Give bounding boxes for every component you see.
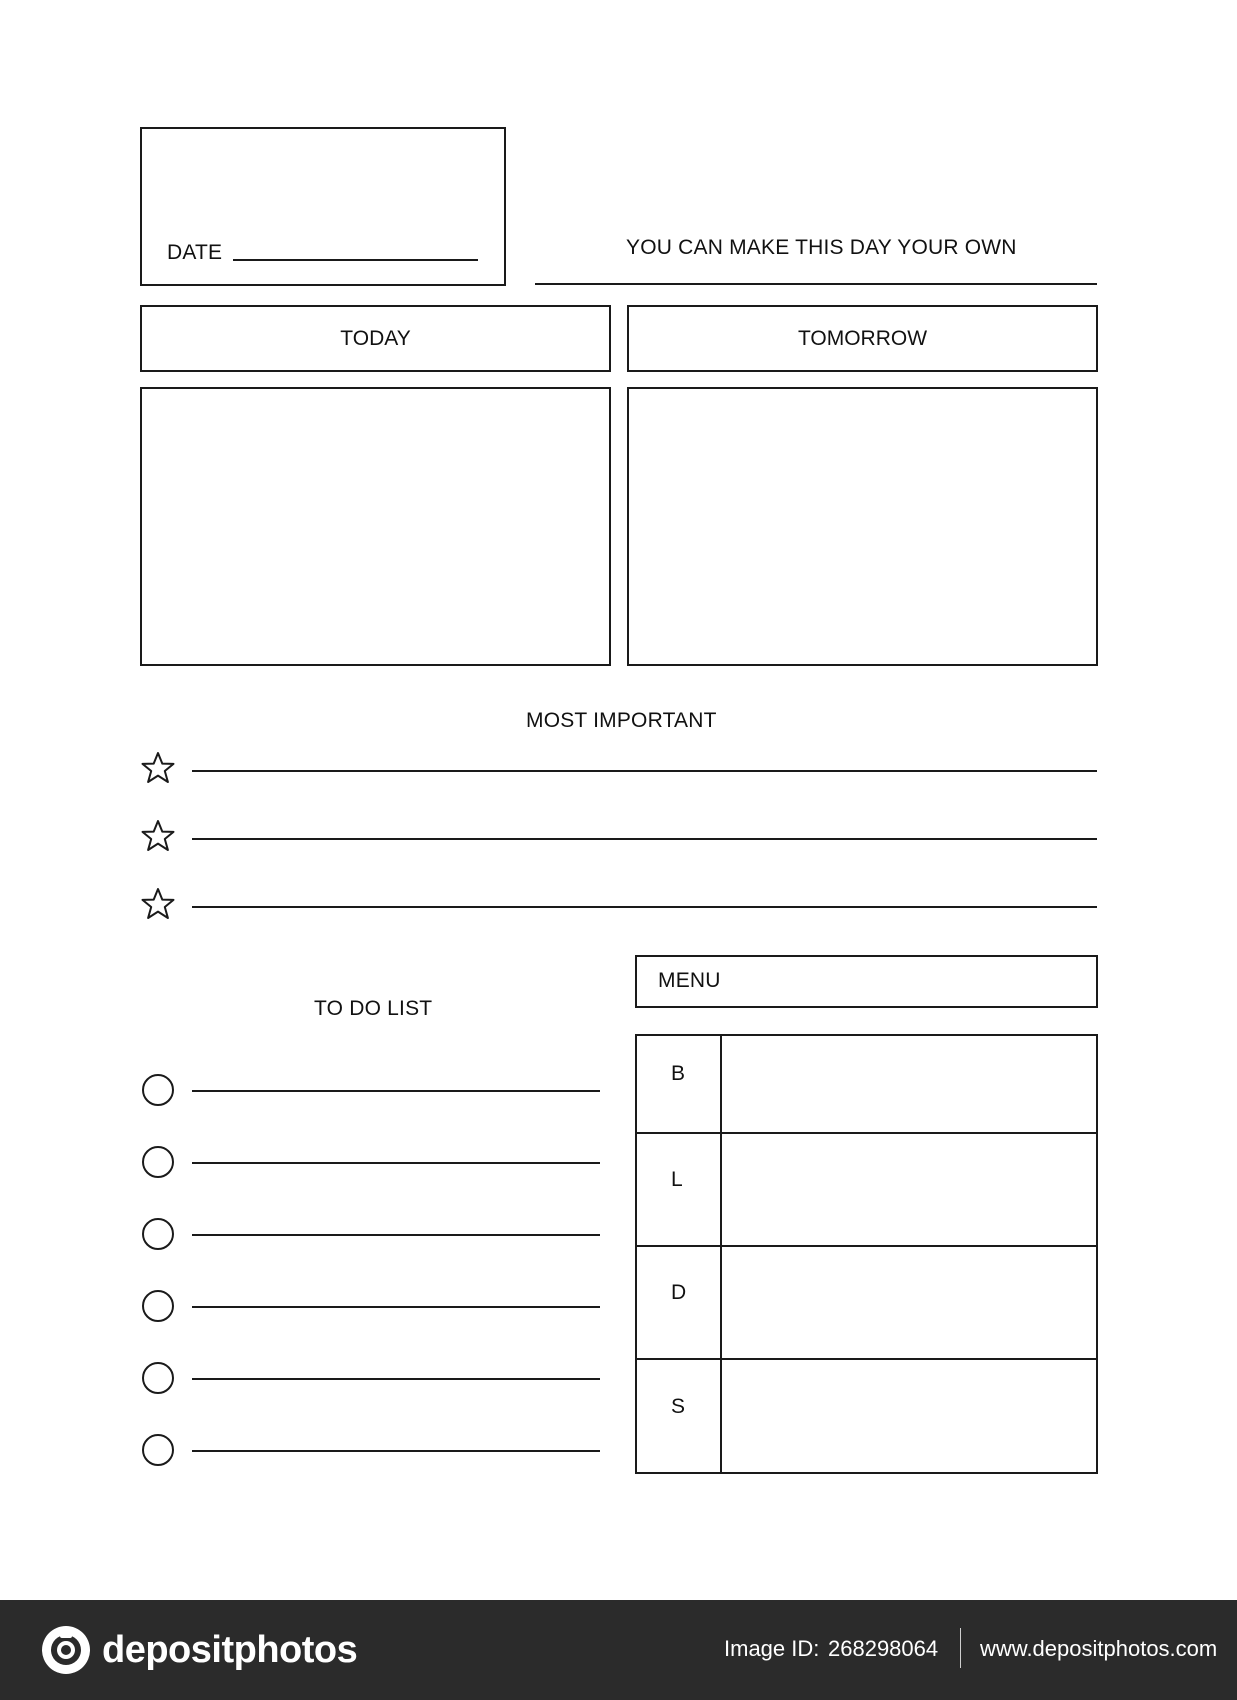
menu-row-divider — [635, 1245, 1098, 1247]
menu-meal-field[interactable] — [722, 1135, 1096, 1244]
menu-meal-letter: D — [671, 1280, 687, 1304]
depositphotos-logo-icon — [40, 1624, 92, 1676]
menu-meal-letter: B — [671, 1061, 686, 1085]
brand-name: depositphotos — [102, 1628, 358, 1671]
todo-line[interactable] — [192, 1306, 600, 1308]
todo-checkbox[interactable] — [142, 1218, 174, 1250]
today-header: TODAY — [140, 305, 611, 372]
most-important-line[interactable] — [192, 838, 1097, 840]
todo-line[interactable] — [192, 1090, 600, 1092]
image-id-label: Image ID: — [724, 1636, 820, 1661]
footer-bar — [0, 1600, 1237, 1700]
tomorrow-header: TOMORROW — [627, 305, 1098, 372]
todo-checkbox[interactable] — [142, 1362, 174, 1394]
footer-separator — [960, 1628, 961, 1668]
menu-meal-letter: S — [671, 1394, 686, 1418]
star-icon — [140, 750, 176, 786]
menu-row-divider — [635, 1358, 1098, 1360]
todo-checkbox[interactable] — [142, 1434, 174, 1466]
date-label: DATE — [167, 241, 223, 264]
menu-meal-field[interactable] — [722, 1361, 1096, 1472]
tomorrow-notes-box[interactable] — [627, 387, 1098, 666]
todo-line[interactable] — [192, 1450, 600, 1452]
menu-meal-letter: L — [671, 1167, 683, 1191]
todo-checkbox[interactable] — [142, 1290, 174, 1322]
star-icon — [140, 886, 176, 922]
todo-line[interactable] — [192, 1162, 600, 1164]
brand — [40, 1624, 357, 1676]
today-notes-box[interactable] — [140, 387, 611, 666]
todo-title: TO DO LIST — [314, 997, 433, 1020]
todo-line[interactable] — [192, 1378, 600, 1380]
motto-text: YOU CAN MAKE THIS DAY YOUR OWN — [626, 236, 1017, 259]
todo-checkbox[interactable] — [142, 1074, 174, 1106]
motto-line — [535, 283, 1097, 285]
todo-line[interactable] — [192, 1234, 600, 1236]
menu-meal-field[interactable] — [722, 1036, 1096, 1131]
date-line[interactable] — [233, 259, 478, 261]
site-url[interactable]: www.depositphotos.com — [980, 1636, 1218, 1661]
most-important-line[interactable] — [192, 770, 1097, 772]
todo-checkbox[interactable] — [142, 1146, 174, 1178]
star-icon — [140, 818, 176, 854]
image-id-value: 268298064 — [828, 1636, 939, 1661]
most-important-title: MOST IMPORTANT — [526, 709, 717, 732]
menu-row-divider — [635, 1132, 1098, 1134]
menu-title: MENU — [658, 969, 721, 992]
menu-meal-field[interactable] — [722, 1248, 1096, 1357]
most-important-line[interactable] — [192, 906, 1097, 908]
